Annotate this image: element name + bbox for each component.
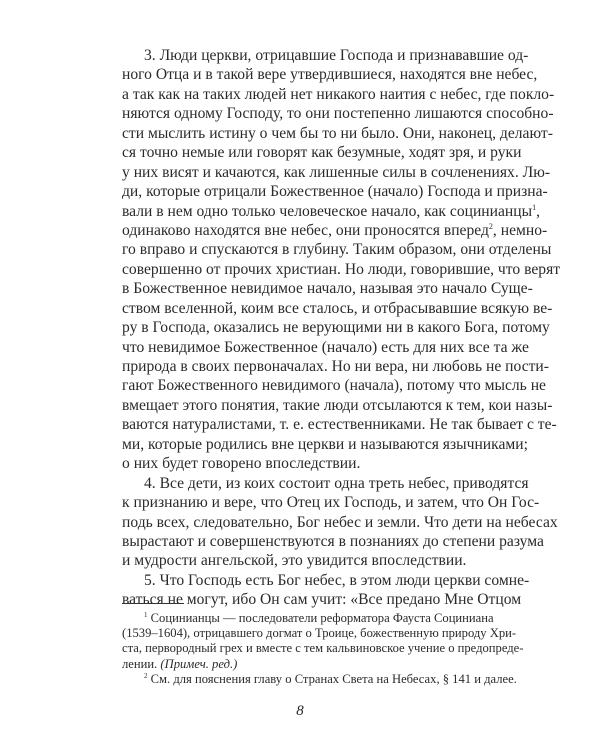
text-line: совершенно от прочих христиан. Но люди, говорившие, что верят xyxy=(122,260,561,278)
text-line: подь всех, следовательно, Бог небес и земли. Что дети на небесах xyxy=(122,513,558,531)
editor-note: (Примеч. ред.) xyxy=(160,656,238,671)
body-text xyxy=(122,46,561,610)
footnote-text: ста, первородный грех и вместе с тем кальвиновское учение о предопреде- xyxy=(122,641,524,656)
footnote-2 xyxy=(122,671,517,687)
text-line: что невидимое Божественное (начало) есть для них все та же xyxy=(122,338,529,356)
text-line: и мудрости ангельской, это увидится впоследствии. xyxy=(122,552,467,570)
text-line: о них будет говорено впоследствии. xyxy=(122,455,361,473)
paragraph xyxy=(122,46,561,474)
text-line: ся точно немые или говорят как безумные, ходят зря, и руки xyxy=(122,144,522,162)
footnotes xyxy=(122,611,524,687)
footnote-text: лении. xyxy=(122,656,158,671)
text-line: ди, которые отрицали Божественное (начало) Господа и призна- xyxy=(122,183,548,201)
text-line xyxy=(122,202,540,221)
footnote-text: См. для пояснения главу о Странах Света на Небесах, § 141 и далее. xyxy=(150,671,517,686)
footnote-text: (1539–1604), отрицавшего догмат о Троице, божественную природу Хри- xyxy=(122,626,517,641)
page-number: 8 xyxy=(296,703,304,719)
text-line: го вправо и спускаются в глубину. Таким образом, они отделены xyxy=(122,241,552,259)
text-line: ством вселенной, коим все сталось, и отбрасывавшие всякую ве- xyxy=(122,299,553,317)
text-line: няются одному Господу, то они постепенно лишаются способно- xyxy=(122,105,554,123)
text-line: к признанию и вере, что Отец их Господь, и затем, что Он Гос- xyxy=(122,494,540,512)
text-line: ми, которые родились вне церкви и называются язычниками; xyxy=(122,435,528,453)
text-line xyxy=(122,221,548,240)
paragraph xyxy=(122,474,558,571)
text-line: 3. Люди церкви, отрицавшие Господа и признававшие од- xyxy=(144,47,529,64)
footnote-mark: 1 xyxy=(144,611,148,619)
text-line: 5. Что Господь есть Бог небес, в этом люди церкви сомне- xyxy=(144,571,530,589)
footnote-line xyxy=(122,626,517,641)
footnote-line xyxy=(122,657,482,672)
text-line: у них висят и качаются, как лишенные силы в сочленениях. Лю- xyxy=(122,163,551,181)
text-line: гают Божественного невидимого (начала), потому что мысль не xyxy=(122,377,546,395)
footnote-reference[interactable]: 2 xyxy=(488,221,493,231)
footnote-reference[interactable]: 1 xyxy=(532,202,537,212)
footnote-1 xyxy=(122,611,524,672)
footnote-mark: 2 xyxy=(144,671,148,680)
text-line: вырастают и совершенствуются в познаниях до степени разума xyxy=(122,532,544,550)
text-line: ваются натуралистами, т. е. естественниками. Не так бывает с те- xyxy=(122,416,557,434)
text-line: природа в своих первоначалах. Но ни вера, ни любовь не пости- xyxy=(122,358,549,375)
footnote-line xyxy=(122,641,524,656)
text-line: а так как на таких людей нет никакого наития с небес, где покло- xyxy=(122,85,555,103)
text-line: ного Отца и в такой вере утвердившиеся, находятся вне небес, xyxy=(122,66,538,84)
footnote-text: Социнианцы — последователи реформатора Фауста Социниана xyxy=(150,611,494,625)
text-span: одинаково находятся вне небес, они проносятся вперед xyxy=(122,221,489,239)
text-span: вали в нем одно только человеческое начало, как социнианцы xyxy=(122,202,533,220)
text-line: вмещает этого понятия, такие люди отсылаются к тем, кои назы- xyxy=(122,396,553,414)
text-line: ру в Господа, оказались не верующими ни в какого Бога, потому xyxy=(122,319,550,337)
footnote-line xyxy=(122,611,494,626)
text-line: в Божественное невидимое начало, называя это начало Суще- xyxy=(122,280,533,298)
footnote-separator xyxy=(122,603,184,604)
footnote-line xyxy=(122,671,517,687)
text-span: , немно- xyxy=(492,221,548,239)
text-line: ваться не могут, ибо Он сам учит: «Все предано Мне Отцом xyxy=(122,591,522,609)
text-line: сти мыслить истину о чем бы то ни было. Они, наконец, делают- xyxy=(122,124,553,142)
text-line: 4. Все дети, из коих состоит одна треть небес, приводятся xyxy=(144,474,529,492)
text-span: , xyxy=(536,202,540,220)
